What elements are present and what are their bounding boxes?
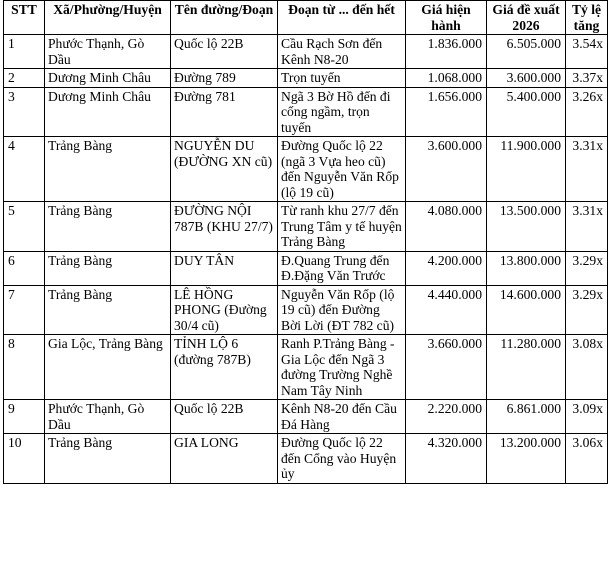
cell-ten-duong: Quốc lộ 22B xyxy=(171,400,278,434)
cell-gia-de-xuat: 3.600.000 xyxy=(487,69,566,88)
cell-ty-le: 3.08x xyxy=(566,335,608,400)
cell-ten-duong: Đường 781 xyxy=(171,87,278,137)
cell-stt: 3 xyxy=(4,87,45,137)
cell-xa: Trảng Bàng xyxy=(45,251,171,285)
header-doan: Đoạn từ ... đến hết xyxy=(278,1,406,35)
cell-stt: 7 xyxy=(4,285,45,335)
cell-ty-le: 3.31x xyxy=(566,137,608,202)
cell-doan: Từ ranh khu 27/7 đến Trung Tâm y tế huyện Trảng Bàng xyxy=(278,202,406,252)
cell-gia-hien-hanh: 3.660.000 xyxy=(406,335,487,400)
cell-ty-le: 3.31x xyxy=(566,202,608,252)
cell-gia-de-xuat: 6.861.000 xyxy=(487,400,566,434)
cell-doan: Cầu Rạch Sơn đến Kênh N8-20 xyxy=(278,35,406,69)
cell-ty-le: 3.37x xyxy=(566,69,608,88)
table-row xyxy=(4,87,608,137)
cell-stt: 8 xyxy=(4,335,45,400)
cell-doan: Nguyễn Văn Rốp (lộ 19 cũ) đến Đường Bời Lời (ĐT 782 cũ) xyxy=(278,285,406,335)
cell-gia-de-xuat: 13.200.000 xyxy=(487,434,566,484)
cell-xa: Dương Minh Châu xyxy=(45,69,171,88)
header-xa: Xã/Phường/Huyện xyxy=(45,1,171,35)
table-row xyxy=(4,400,608,434)
cell-gia-de-xuat: 5.400.000 xyxy=(487,87,566,137)
cell-ten-duong: TỈNH LỘ 6 (đường 787B) xyxy=(171,335,278,400)
cell-doan: Đường Quốc lộ 22 đến Cổng vào Huyện ủy xyxy=(278,434,406,484)
cell-stt: 6 xyxy=(4,251,45,285)
table-row xyxy=(4,137,608,202)
table-row xyxy=(4,285,608,335)
cell-xa: Dương Minh Châu xyxy=(45,87,171,137)
cell-stt: 9 xyxy=(4,400,45,434)
cell-gia-de-xuat: 14.600.000 xyxy=(487,285,566,335)
cell-gia-hien-hanh: 4.080.000 xyxy=(406,202,487,252)
cell-stt: 10 xyxy=(4,434,45,484)
header-ty-le: Tỷ lệ tăng xyxy=(566,1,608,35)
header-gia-de-xuat: Giá đề xuất 2026 xyxy=(487,1,566,35)
cell-ten-duong: Đường 789 xyxy=(171,69,278,88)
cell-stt: 2 xyxy=(4,69,45,88)
cell-ten-duong: Quốc lộ 22B xyxy=(171,35,278,69)
cell-gia-de-xuat: 11.900.000 xyxy=(487,137,566,202)
cell-xa: Gia Lộc, Trảng Bàng xyxy=(45,335,171,400)
cell-gia-hien-hanh: 4.320.000 xyxy=(406,434,487,484)
cell-gia-de-xuat: 11.280.000 xyxy=(487,335,566,400)
cell-doan: Ngã 3 Bờ Hồ đến đi cống ngầm, trọn tuyến xyxy=(278,87,406,137)
cell-ty-le: 3.06x xyxy=(566,434,608,484)
cell-gia-hien-hanh: 4.440.000 xyxy=(406,285,487,335)
cell-gia-de-xuat: 13.500.000 xyxy=(487,202,566,252)
cell-ty-le: 3.09x xyxy=(566,400,608,434)
cell-doan: Ranh P.Trảng Bàng - Gia Lộc đến Ngã 3 đường Trường Nghề Nam Tây Ninh xyxy=(278,335,406,400)
cell-doan: Đường Quốc lộ 22 (ngã 3 Vựa heo cũ) đến Nguyễn Văn Rốp (lộ 19 cũ) xyxy=(278,137,406,202)
cell-doan: Kênh N8-20 đến Cầu Đá Hàng xyxy=(278,400,406,434)
cell-xa: Phước Thạnh, Gò Dầu xyxy=(45,35,171,69)
cell-ty-le: 3.26x xyxy=(566,87,608,137)
header-ten-duong: Tên đường/Đoạn xyxy=(171,1,278,35)
header-gia-hien-hanh: Giá hiện hành xyxy=(406,1,487,35)
table-row xyxy=(4,69,608,88)
cell-doan: Đ.Quang Trung đến Đ.Đặng Văn Trước xyxy=(278,251,406,285)
cell-gia-hien-hanh: 2.220.000 xyxy=(406,400,487,434)
cell-doan: Trọn tuyến xyxy=(278,69,406,88)
cell-gia-hien-hanh: 1.068.000 xyxy=(406,69,487,88)
cell-xa: Trảng Bàng xyxy=(45,285,171,335)
cell-gia-de-xuat: 6.505.000 xyxy=(487,35,566,69)
cell-ten-duong: ĐƯỜNG NỘI 787B (KHU 27/7) xyxy=(171,202,278,252)
table-row xyxy=(4,251,608,285)
cell-xa: Trảng Bàng xyxy=(45,202,171,252)
cell-ty-le: 3.29x xyxy=(566,285,608,335)
cell-stt: 5 xyxy=(4,202,45,252)
cell-ten-duong: NGUYỄN DU (ĐƯỜNG XN cũ) xyxy=(171,137,278,202)
table-row xyxy=(4,35,608,69)
table-header-row xyxy=(4,1,608,35)
table-row xyxy=(4,335,608,400)
cell-xa: Phước Thạnh, Gò Dầu xyxy=(45,400,171,434)
cell-xa: Trảng Bàng xyxy=(45,434,171,484)
land-price-table xyxy=(3,0,608,484)
cell-ten-duong: LÊ HỒNG PHONG (Đường 30/4 cũ) xyxy=(171,285,278,335)
price-table-container xyxy=(3,0,608,484)
cell-ty-le: 3.54x xyxy=(566,35,608,69)
cell-gia-hien-hanh: 4.200.000 xyxy=(406,251,487,285)
cell-gia-hien-hanh: 1.656.000 xyxy=(406,87,487,137)
table-row xyxy=(4,434,608,484)
table-row xyxy=(4,202,608,252)
cell-ten-duong: DUY TÂN xyxy=(171,251,278,285)
cell-ty-le: 3.29x xyxy=(566,251,608,285)
cell-stt: 4 xyxy=(4,137,45,202)
cell-ten-duong: GIA LONG xyxy=(171,434,278,484)
cell-gia-hien-hanh: 1.836.000 xyxy=(406,35,487,69)
cell-xa: Trảng Bàng xyxy=(45,137,171,202)
header-stt: STT xyxy=(4,1,45,35)
cell-stt: 1 xyxy=(4,35,45,69)
cell-gia-hien-hanh: 3.600.000 xyxy=(406,137,487,202)
cell-gia-de-xuat: 13.800.000 xyxy=(487,251,566,285)
